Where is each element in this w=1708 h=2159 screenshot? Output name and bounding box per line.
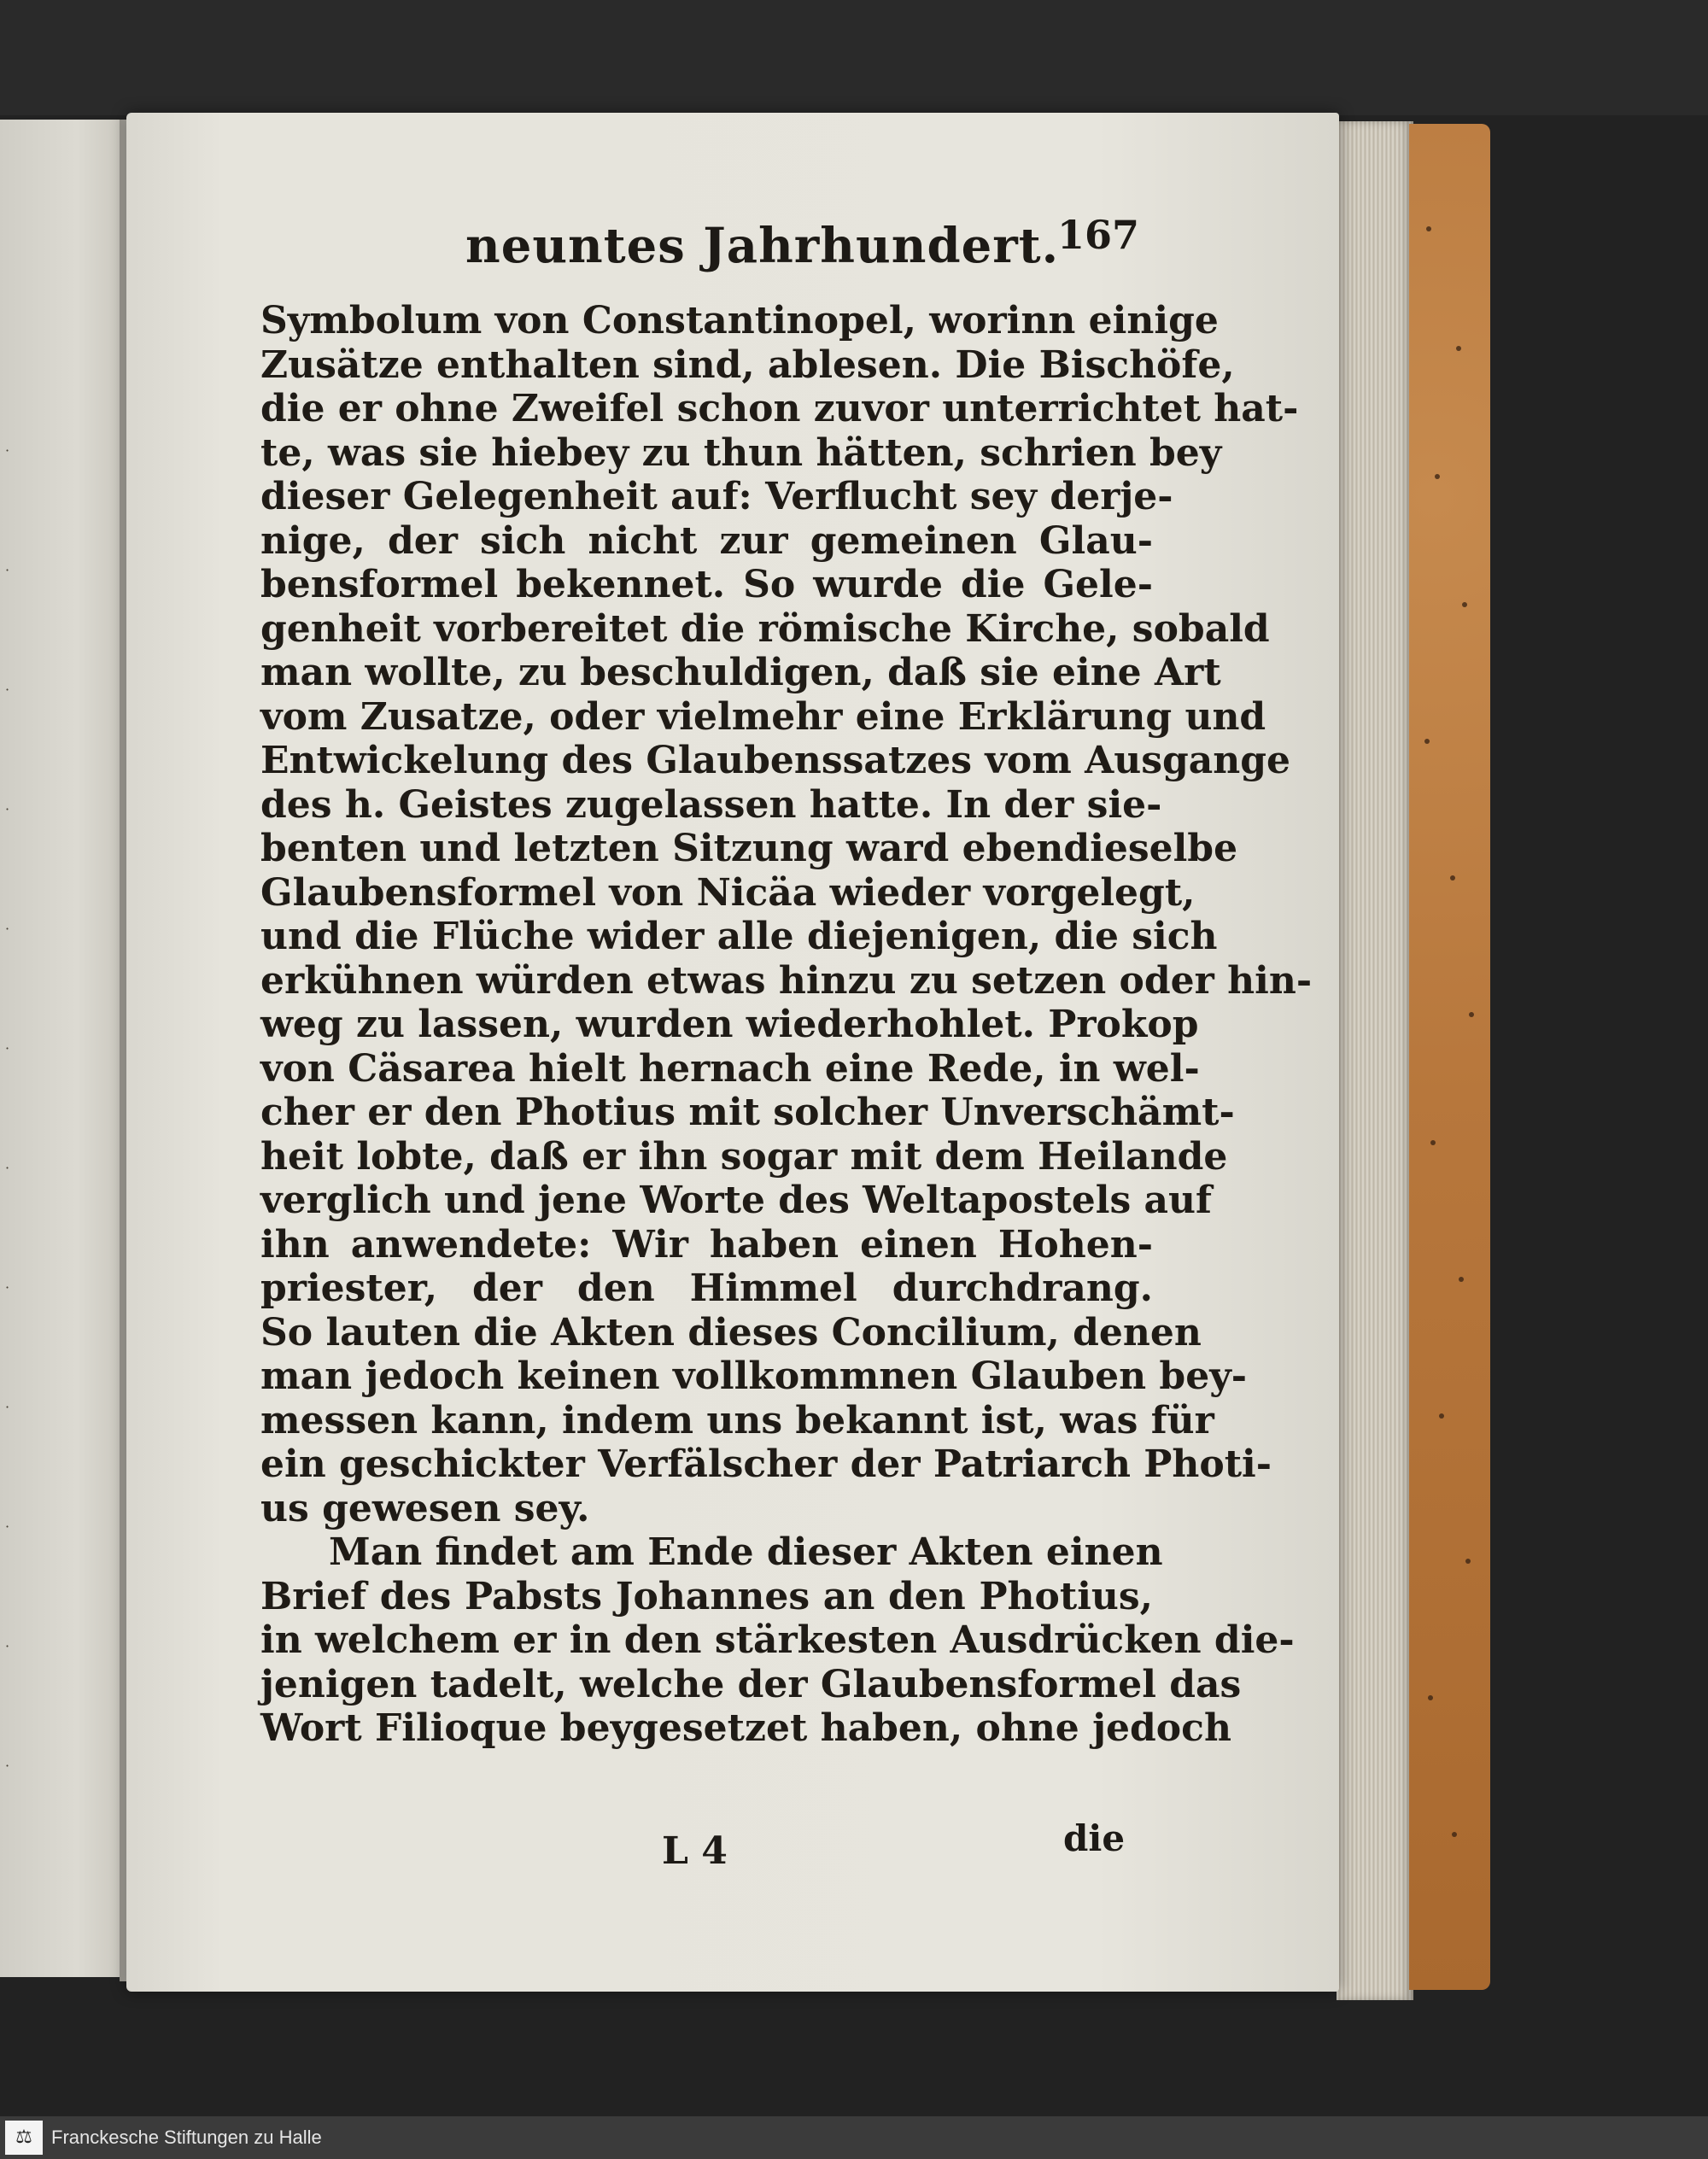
text-line: Zusätze enthalten sind, ablesen. Die Bischöfe, [260,342,1235,387]
text-line: Glaubensformel von Nicäa wieder vorgelegt, [260,870,1196,915]
text-line: verglich und jene Worte des Weltapostels auf [260,1179,1212,1222]
text-line: dieser Gelegenheit auf: Verflucht sey derje- [260,475,1173,518]
text-line: heit lobte, daß er ihn sogar mit dem Heilande [260,1134,1228,1179]
text-line: messen kann, indem uns bekannt ist, was für [260,1398,1214,1442]
catchword: die [1063,1817,1126,1859]
text-line: Wort Filioque beygesetzet haben, ohne jedoch [260,1706,1231,1750]
text-line: bensformel bekennet. So wurde die Gele- [260,563,1153,606]
page-block-edges [1337,121,1413,2000]
text-line: us gewesen sey. [260,1486,590,1530]
text-line: nige, der sich nicht zur gemeinen Glau- [260,518,1153,563]
text-line: ihn anwendete: Wir haben einen Hohen- [260,1222,1153,1267]
text-line: te, was sie hiebey zu thun hätten, schrien bey [260,430,1222,475]
text-line: in welchem er in den stärkesten Ausdrücken die- [260,1618,1295,1662]
backdrop [0,0,1708,115]
text-line: cher er den Photius mit solcher Unverschämt- [260,1091,1235,1134]
text-line: Brief des Pabsts Johannes an den Photius, [260,1574,1153,1618]
text-line: die er ohne Zweifel schon zuvor unterrichtet hat- [260,387,1299,430]
footer-institution: Franckesche Stiftungen zu Halle [51,2127,322,2148]
text-line: genheit vorbereitet die römische Kirche, sobald [260,606,1270,651]
page-number: 167 [1057,212,1140,258]
text-line: von Cäsarea hielt hernach eine Rede, in wel- [260,1046,1200,1091]
body-text [260,299,1313,1879]
text-line: erkühnen würden etwas hinzu zu setzen oder hin- [260,958,1313,1003]
text-line: benten und letzten Sitzung ward ebendieselbe [260,827,1238,870]
text-line: ein geschickter Verfälscher der Patriarch Photi- [260,1442,1272,1486]
text-line: Symbolum von Constantinopel, worinn einige [260,299,1219,342]
text-line: man jedoch keinen vollkommnen Glauben bey- [260,1354,1248,1398]
text-line: priester, der den Himmel durchdrang. [260,1267,1153,1310]
book-cover [1409,124,1490,1990]
text-line: vom Zusatze, oder vielmehr eine Erklärung und [260,694,1266,739]
running-head: neuntes Jahrhundert. [465,218,1060,274]
left-page-edge: · · · · · · · · · · · · [0,120,128,1977]
footer-bar [0,2116,1708,2159]
text-line: und die Flüche wider alle diejenigen, die sich [260,915,1218,958]
text-line: So lauten die Akten dieses Concilium, denen [260,1310,1202,1354]
text-line: weg zu lassen, wurden wiederhohlet. Prokop [260,1003,1199,1046]
text-line: jenigen tadelt, welche der Glaubensformel das [260,1662,1242,1706]
signature-mark: L 4 [662,1829,728,1873]
text-line: Entwickelung des Glaubenssatzes vom Ausgange [260,739,1291,782]
text-line: Man findet am Ende dieser Akten einen [329,1530,1163,1574]
text-line: man wollte, zu beschuldigen, daß sie eine Art [260,651,1221,694]
text-line: des h. Geistes zugelassen hatte. In der sie- [260,782,1162,827]
institution-logo-icon: ⚖ [5,2121,43,2155]
